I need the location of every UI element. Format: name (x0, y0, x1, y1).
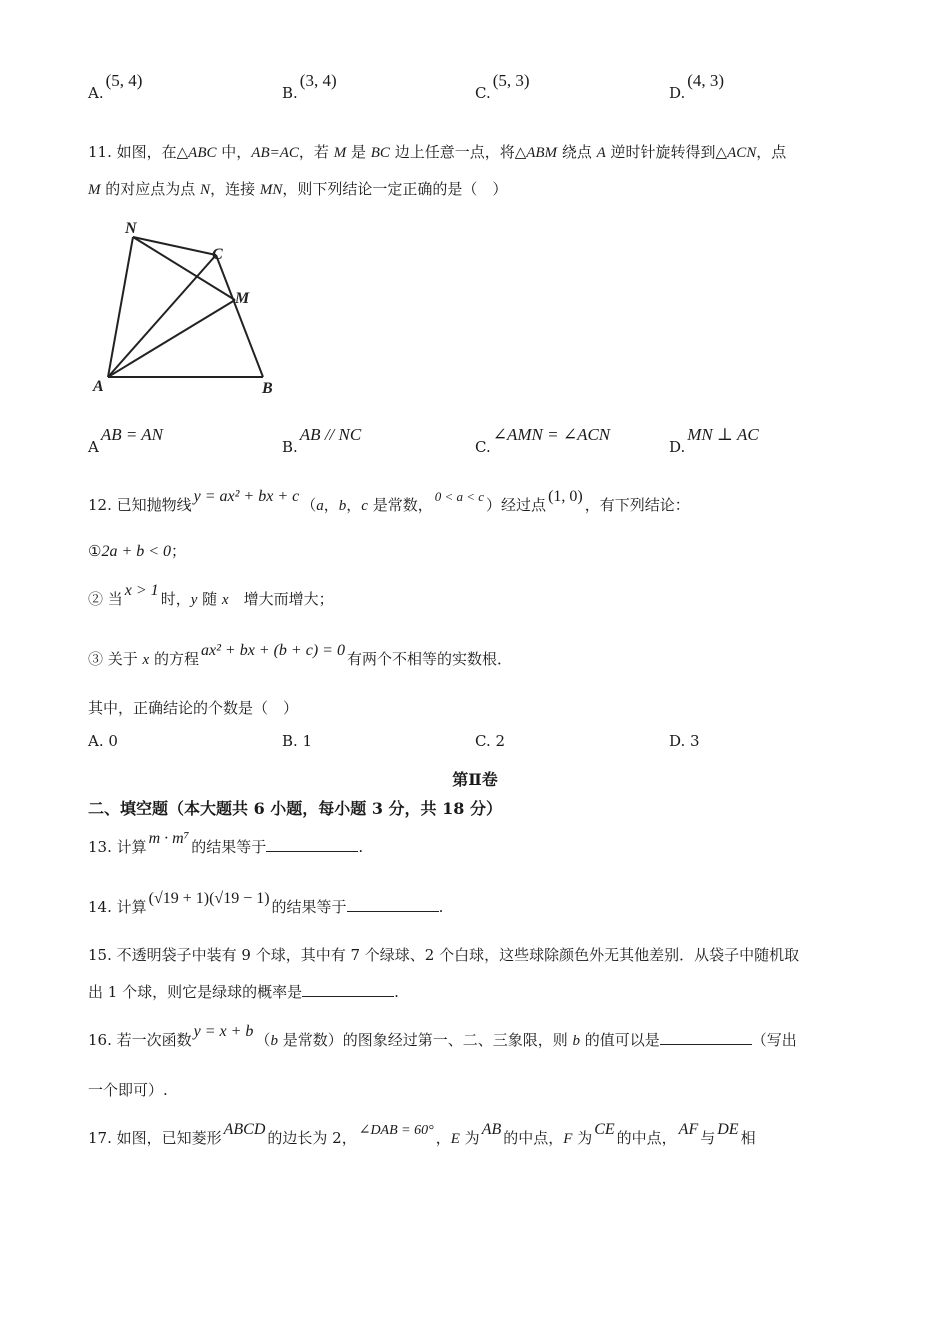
math: BC (370, 145, 390, 161)
math: A (596, 145, 606, 161)
text: . (394, 983, 399, 1001)
text: ，连接 (210, 180, 260, 198)
text: 出 1 个球，则它是绿球的概率是 (88, 983, 303, 1001)
figure-lines (108, 237, 263, 377)
q16-line2: 一个即可）. (88, 1081, 168, 1099)
math: b (338, 498, 347, 514)
math: 2a + b < 0 (101, 543, 172, 560)
math: ABCD (223, 1121, 266, 1138)
text: 逆时针旋转得到△ (605, 143, 728, 161)
option-math: (3, 4) (299, 71, 337, 90)
text: 的结果等于 (191, 838, 267, 856)
math: m · m⁷ (148, 830, 190, 847)
option-letter: D. (669, 438, 686, 456)
option-math: (5, 4) (105, 71, 143, 90)
text: 增大而增大； (228, 590, 334, 608)
option-letter: B. (282, 84, 298, 102)
math: ∠DAB = 60° (358, 1123, 434, 1138)
option-letter: A. (88, 84, 104, 102)
text: ，则下列结论一定正确的是（ ） (282, 180, 508, 198)
answer-blank[interactable] (347, 897, 439, 912)
q10-option-a (88, 71, 144, 103)
q10-option-c (475, 71, 532, 103)
math: ax² + bx + (b + c) = 0 (201, 642, 345, 659)
segment-am (108, 300, 235, 377)
text: ，若 (298, 143, 334, 161)
q11-figure (88, 212, 288, 402)
q11-option-a (88, 425, 165, 457)
text: ① (88, 542, 102, 560)
label-b: B (262, 380, 273, 397)
math: AB=AC (251, 145, 299, 161)
math: M (333, 145, 347, 161)
text: 的中点， (503, 1129, 564, 1147)
text: 随 (197, 590, 222, 608)
text: ）经过点 (486, 496, 547, 514)
answer-blank[interactable] (660, 1030, 752, 1045)
text: 的值可以是 (579, 1031, 660, 1049)
option-letter: B. (282, 438, 298, 456)
option-math: ∠AMN = ∠ACN (492, 425, 611, 444)
math: E (450, 1131, 460, 1147)
text: 为 (459, 1129, 480, 1147)
math: y = x + b (193, 1023, 254, 1040)
math: a (316, 498, 324, 514)
q12-option-b: B. 1 (282, 732, 313, 750)
q11-option-b (282, 425, 363, 457)
q11-option-c (475, 425, 612, 457)
q12-statement-3 (88, 642, 512, 670)
math: x > 1 (124, 582, 159, 599)
option-letter: C. (475, 438, 491, 456)
q12-ask: 其中，正确结论的个数是（ ） (88, 699, 299, 717)
text: ③ 关于 (88, 650, 143, 668)
math: b (270, 1033, 278, 1049)
text: . (358, 838, 364, 856)
text: 时， (160, 590, 191, 608)
text: 的对应点为点 (100, 180, 201, 198)
math: F (563, 1131, 573, 1147)
text: 为 (572, 1129, 593, 1147)
text: 边上任意一点，将△ (389, 143, 527, 161)
text: 的边长为 2， (267, 1129, 357, 1147)
option-math: (5, 3) (492, 71, 530, 90)
q10-option-b (282, 71, 339, 103)
text: 有两个不相等的实数根． (346, 650, 512, 668)
text: 是 (346, 143, 371, 161)
q15-line1: 15. 不透明袋子中装有 9 个球，其中有 7 个绿球、2 个白球，这些球除颜色外无其他差别．从袋子中随机取 (88, 946, 800, 964)
option-letter: D. (669, 84, 686, 102)
q14 (88, 890, 444, 918)
answer-blank[interactable] (302, 982, 394, 997)
option-letter: C. (475, 84, 491, 102)
segment-ac (108, 255, 216, 377)
text: . (438, 898, 444, 916)
text: ， (323, 496, 339, 514)
option-math: MN ⊥ AC (687, 425, 759, 444)
option-math: AB = AN (100, 425, 163, 444)
label-a: A (93, 378, 104, 395)
q16-line1 (88, 1023, 797, 1051)
text: 12. 已知抛物线 (88, 496, 192, 514)
q13 (88, 830, 364, 858)
label-n: N (125, 220, 137, 237)
math: MN (259, 182, 283, 198)
text: 中， (216, 143, 252, 161)
text: 13. 计算 (88, 838, 147, 856)
text: 的中点， (616, 1129, 677, 1147)
text: ，有下列结论： (584, 496, 690, 514)
math: DE (717, 1121, 739, 1138)
math: y = ax² + bx + c (193, 488, 300, 505)
text: 的结果等于 (271, 898, 347, 916)
math: N (200, 182, 211, 198)
math: M (88, 182, 101, 198)
text: ， (435, 1129, 451, 1147)
text: ② 当 (88, 590, 123, 608)
math: x (221, 592, 229, 608)
math: x (142, 652, 150, 668)
q12-statement-2 (88, 582, 334, 610)
q12-stem (88, 488, 690, 516)
answer-blank[interactable] (266, 837, 358, 852)
math: b (572, 1033, 580, 1049)
text: 绕点 (557, 143, 597, 161)
text: （ (301, 496, 317, 514)
math: ABM (526, 145, 558, 161)
text: 17. 如图，已知菱形 (88, 1129, 222, 1147)
option-math: (4, 3) (687, 71, 725, 90)
text: 与 (700, 1129, 716, 1147)
option-math: AB // NC (299, 425, 362, 444)
math: c (361, 498, 368, 514)
segment-na (108, 237, 133, 377)
text: 相 (740, 1129, 756, 1147)
q11-stem-line2 (88, 179, 507, 200)
q12-statement-1 (88, 541, 186, 562)
text: ， (346, 496, 362, 514)
segment-nc (133, 237, 216, 255)
math: (√19 + 1)(√19 − 1) (148, 890, 270, 907)
q11-stem-line1 (88, 142, 786, 163)
section-title: 二、填空题（本大题共 6 小题，每小题 3 分，共 18 分） (88, 799, 502, 818)
text: 是常数， (367, 496, 433, 514)
text: ； (171, 542, 187, 560)
q11-option-d (669, 425, 761, 457)
text: 是常数）的图象经过第一、二、三象限，则 (277, 1031, 573, 1049)
part2-heading: 第Ⅱ卷 (452, 770, 498, 789)
math: 0 < a < c (434, 489, 485, 504)
math: AB (481, 1121, 502, 1138)
text: 的方程 (149, 650, 199, 668)
label-c: C (212, 246, 223, 263)
math: y (190, 592, 198, 608)
q17 (88, 1121, 756, 1150)
text: ，点 (756, 143, 787, 161)
math: (1, 0) (548, 488, 583, 505)
label-m: M (235, 290, 250, 307)
q12-option-d: D. 3 (669, 732, 700, 750)
segment-cb (216, 255, 263, 377)
text: 14. 计算 (88, 898, 147, 916)
math: ACN (727, 145, 757, 161)
text: 11. 如图，在△ (88, 143, 189, 161)
q10-option-d (669, 71, 726, 103)
text: 16. 若一次函数 (88, 1031, 192, 1049)
text: （ (255, 1031, 271, 1049)
text: （写出 (751, 1031, 797, 1049)
math: CE (594, 1121, 615, 1138)
q12-option-c: C. 2 (475, 732, 506, 750)
q12-option-a: A. 0 (88, 732, 118, 750)
math: ABC (188, 145, 217, 161)
math: AF (678, 1121, 699, 1138)
option-letter: A (88, 438, 99, 456)
q15-line2 (88, 982, 399, 1002)
